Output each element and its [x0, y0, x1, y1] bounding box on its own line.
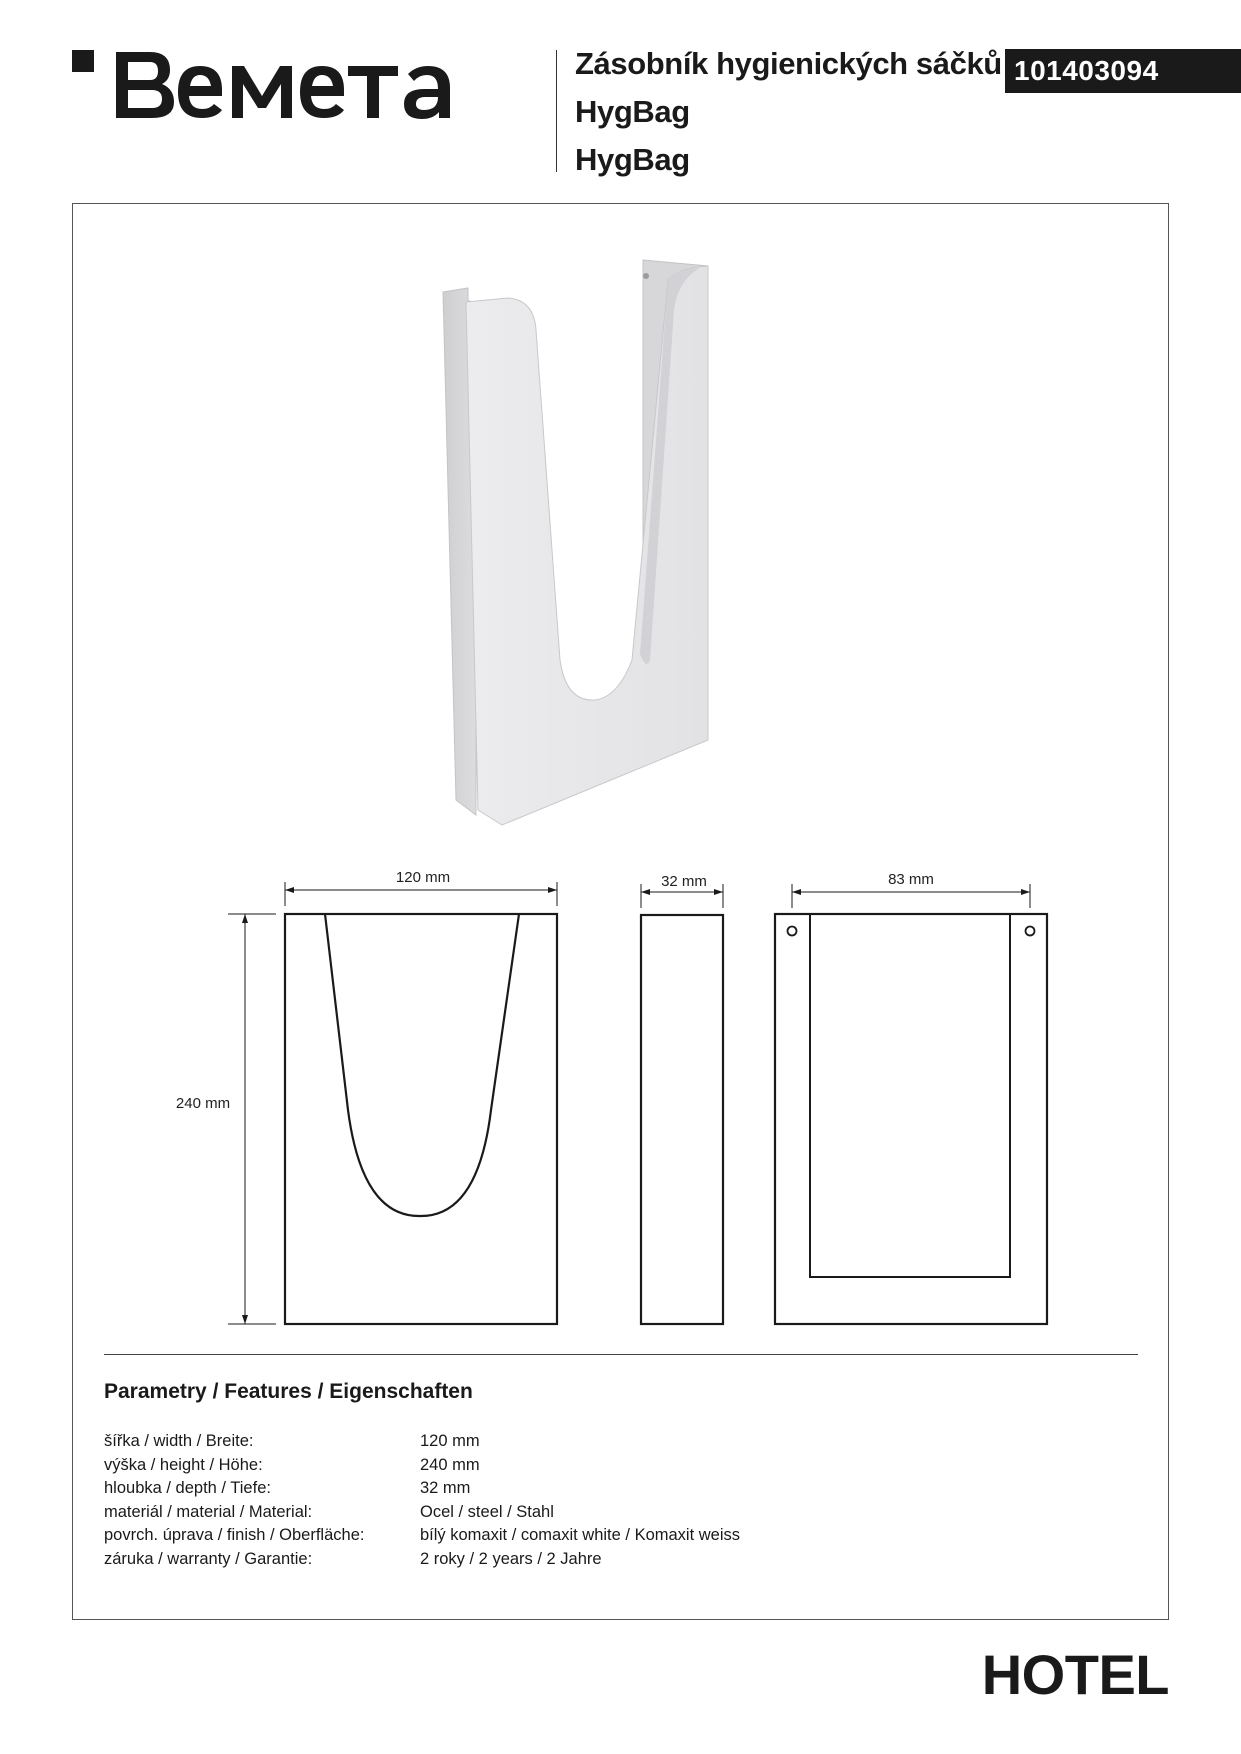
mounting-hole-right	[1026, 927, 1035, 936]
title-cz: Zásobník hygienických sáčků	[575, 46, 1002, 81]
technical-drawings	[160, 860, 1080, 1340]
front-cutout	[325, 914, 519, 1216]
param-value: Ocel / steel / Stahl	[420, 1502, 554, 1521]
back-view	[775, 914, 1047, 1324]
front-width-label: 120 mm	[395, 869, 451, 886]
param-row	[104, 1430, 904, 1454]
mounting-hole-left	[788, 927, 797, 936]
logo-text: BEMETA	[72, 44, 77, 45]
param-row	[104, 1548, 904, 1572]
param-label: záruka / warranty / Garantie:	[104, 1549, 313, 1568]
param-label: materiál / material / Material:	[104, 1502, 313, 1521]
title-en: HygBag	[575, 94, 690, 129]
param-value: 240 mm	[420, 1455, 480, 1474]
features-heading: Parametry / Features / Eigenschaften	[104, 1380, 473, 1403]
param-row	[104, 1454, 904, 1478]
category-label: HOTEL	[981, 1643, 1169, 1706]
front-height-label: 240 mm	[175, 1095, 231, 1112]
product-titles	[575, 40, 1002, 184]
param-value: bílý komaxit / comaxit white / Komaxit weiss	[420, 1526, 741, 1544]
bemeta-logo	[72, 44, 492, 120]
title-divider	[556, 50, 557, 172]
param-value: 120 mm	[420, 1432, 480, 1450]
product-code-badge: 101403094	[1005, 49, 1241, 93]
side-depth-label: 32 mm	[661, 873, 707, 890]
param-label: povrch. úprava / finish / Oberfläche:	[104, 1526, 365, 1544]
param-label: hloubka / depth / Tiefe:	[104, 1479, 271, 1497]
param-row	[104, 1477, 904, 1501]
section-divider	[104, 1354, 1138, 1355]
front-view	[285, 914, 557, 1324]
features-table	[104, 1430, 904, 1571]
param-row	[104, 1501, 904, 1525]
title-de: HygBag	[575, 142, 690, 177]
param-value: 32 mm	[420, 1479, 471, 1497]
param-row	[104, 1524, 904, 1548]
param-label: výška / height / Höhe:	[104, 1455, 263, 1474]
product-image	[438, 250, 718, 830]
param-value: 2 roky / 2 years / 2 Jahre	[420, 1549, 602, 1568]
back-width-label: 83 mm	[888, 871, 934, 888]
param-label: šířka / width / Breite:	[104, 1432, 254, 1450]
side-view	[641, 915, 723, 1324]
